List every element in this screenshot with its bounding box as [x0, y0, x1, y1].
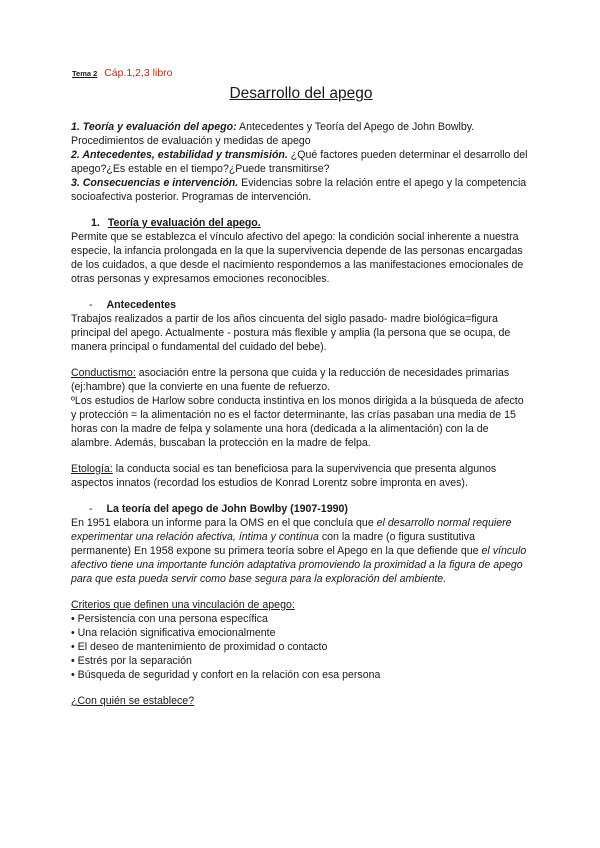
bowlby-text-1: En 1951 elabora un informe para la OMS en el que concluía que	[71, 517, 377, 529]
section-1-number: 1.	[91, 217, 100, 229]
bowlby-dash: -	[89, 503, 93, 515]
intro-item-1	[71, 120, 531, 148]
intro-item-3-text: Evidencias sobre la relación entre el apego y la competencia socioafectiva posterior. Programas de intervención.	[71, 177, 527, 203]
criterios-list	[71, 612, 531, 682]
conductismo-paragraph	[71, 366, 531, 394]
section-1-heading	[91, 216, 531, 230]
intro-item-2-heading: 2. Antecedentes, estabilidad y transmisión.	[71, 149, 288, 161]
etologia-paragraph	[71, 462, 531, 490]
conductismo-text: asociación entre la persona que cuida y la reducción de necesidades primarias (ej:hambre) que la convierte en una fuente de refuerzo.	[71, 367, 510, 393]
intro-item-1-text: Antecedentes y Teoría del Apego de John Bowlby. Procedimientos de evaluación y medidas de apego	[71, 121, 475, 147]
list-item: • Una relación significativa emocionalmente	[71, 626, 531, 640]
document-page	[71, 66, 531, 708]
antecedentes-heading	[89, 298, 531, 312]
section-1-title: Teoría y evaluación del apego.	[107, 217, 261, 229]
question-heading: ¿Con quién se establece?	[71, 695, 195, 707]
list-item: • Estrés por la separación	[71, 654, 531, 668]
list-item: • El deseo de mantenimiento de proximidad o contacto	[71, 640, 531, 654]
antecedentes-paragraph: Trabajos realizados a partir de los años cincuenta del siglo pasado- madre biológica=figura principal del apego. Actualmente - postura más flexible y amplia (la persona que se ocupa, de manera principal o fundamental del cuidado del bebe).	[71, 313, 511, 353]
bowlby-paragraph	[71, 516, 531, 586]
etologia-text: la conducta social es tan beneficiosa para la supervivencia que presenta algunos aspectos innatos (recordad los estudios de Konrad Lorentz sobre impronta en aves).	[71, 463, 497, 489]
section-1-paragraph: Permite que se establezca el vínculo afectivo del apego: la condición social inherente a nuestra especie, la infancia prolongada en la que la supervivencia depende de las personas encargadas de los cuidados, a que desde el nacimiento respondemos a las manifestaciones emocionales de otras personas y expresamos emociones reconocibles.	[71, 231, 524, 285]
intro-item-3-heading: 3. Consecuencias e intervención.	[71, 177, 239, 189]
intro-item-2-text: ¿Qué factores pueden determinar el desarrollo del apego?¿Es estable en el tiempo?¿Puede transmitirse?	[71, 149, 528, 175]
tema-label: Tema 2	[72, 69, 98, 78]
intro-outline	[71, 120, 531, 204]
conductismo-label: Conductismo:	[71, 367, 136, 379]
list-item: • Persistencia con una persona específica	[71, 612, 531, 626]
criterios-title: Criterios que definen una vinculación de apego:	[71, 599, 295, 611]
bowlby-italic-1: el desarrollo normal requiere experimentar una relación afectiva, íntima y continua	[71, 517, 512, 543]
list-item: • Búsqueda de seguridad y confort en la relación con esa persona	[71, 668, 531, 682]
bowlby-title: La teoría del apego de John Bowlby (1907-1990)	[106, 503, 348, 515]
bowlby-italic-2: el vínculo afectivo tiene una importante función adaptativa promoviendo la proximidad a la figura de apego para que esta pueda servir como base segura para la exploración del ambiente.	[71, 545, 527, 585]
harlow-paragraph: ºLos estudios de Harlow sobre conducta instintiva en los monos dirigida a la búsqueda de afecto y protección = la alimentación no es el factor determinante, las crías pasaban una media de 15 horas con la madre de felpa y solamente una hora (dedicada a la alimentación) con la de alambre. Además, buscaban la protección en la madre de felpa.	[71, 395, 524, 449]
intro-item-2	[71, 148, 531, 176]
etologia-label: Etología:	[71, 463, 113, 475]
antecedentes-dash: -	[89, 299, 93, 311]
bowlby-text-2: con la madre (o figura sustitutiva permanente) En 1958 expone su primera teoría sobre el Apego en la que defiende que	[71, 531, 482, 557]
antecedentes-title: Antecedentes	[106, 299, 177, 311]
bowlby-heading	[89, 502, 531, 516]
chapter-reference: Cáp.1,2,3 libro	[104, 67, 173, 79]
intro-item-1-heading: 1. Teoría y evaluación del apego:	[71, 121, 237, 133]
document-title: Desarrollo del apego	[229, 85, 373, 102]
intro-item-3	[71, 176, 531, 204]
header-tag-line	[72, 66, 531, 81]
